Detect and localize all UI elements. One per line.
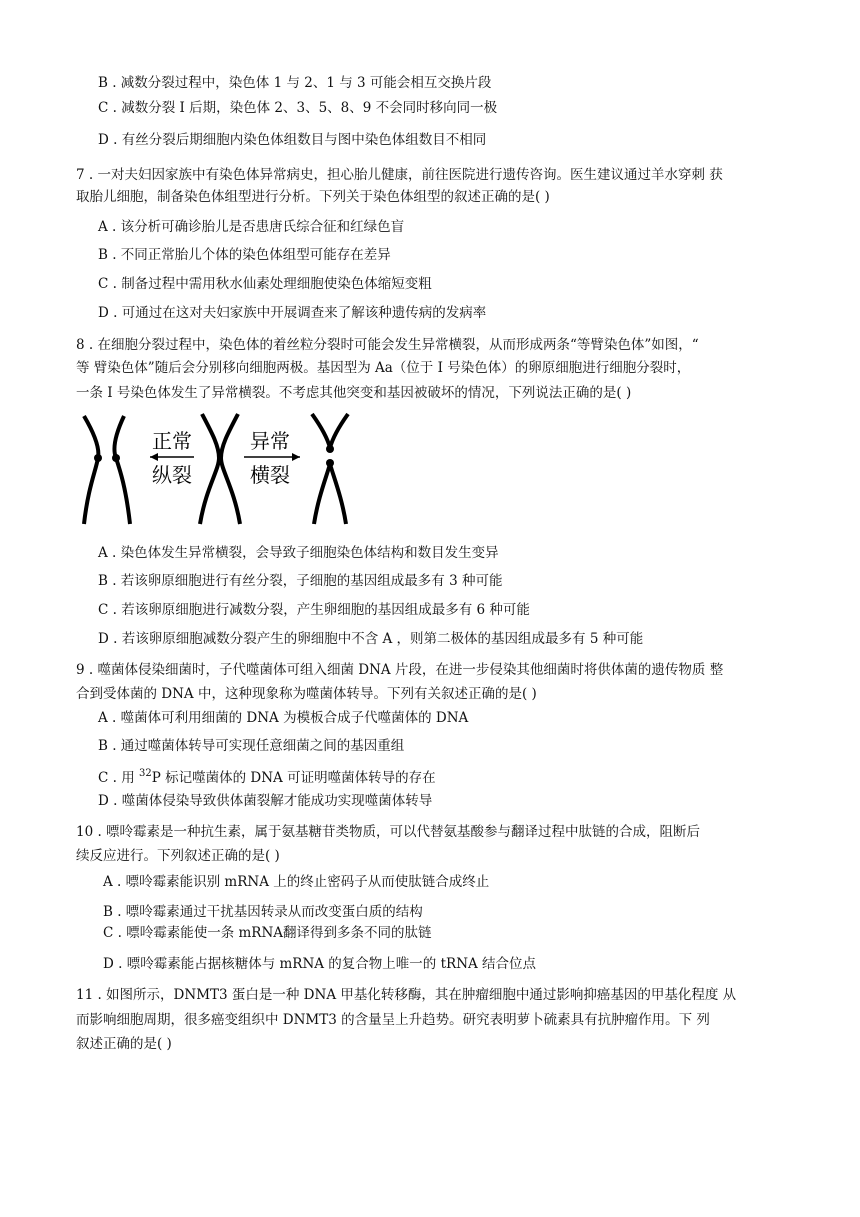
- q9-option-c-prefix: C . 用: [98, 770, 139, 786]
- q7-stem-line2: 取胎儿细胞，制备染色体组型进行分析。下列关于染色体组型的叙述正确的是( ): [76, 189, 550, 205]
- q7-option-c: C . 制备过程中需用秋水仙素处理细胞使染色体缩短变粗: [98, 276, 432, 292]
- chromatid-middle-2: [221, 414, 240, 524]
- q10-stem-line2: 续反应进行。下列叙述正确的是( ): [76, 848, 280, 864]
- arrow-right-icon: [292, 453, 300, 461]
- q6-option-c: C . 减数分裂 I 后期，染色体 2、3、5、8、9 不会同时移向同一极: [98, 100, 498, 116]
- q6-option-b: B . 减数分裂过程中，染色体 1 与 2、1 与 3 可能会相互交换片段: [98, 75, 492, 91]
- label-abnormal: 异常: [250, 429, 290, 453]
- q8-stem-line2: 等 臂染色体”随后会分别移向细胞两极。基因型为 Aa（位于 I 号染色体）的卵原细胞进行细胞分裂时，: [76, 360, 691, 376]
- q8-stem-line1: 8 . 在细胞分裂过程中，染色体的着丝粒分裂时可能会发生异常横裂，从而形成两条“等臂染色体”如图，“: [76, 337, 699, 353]
- q9-option-b: B . 通过噬菌体转导可实现任意细菌之间的基因重组: [98, 738, 405, 754]
- q11-stem-line2: 而影响细胞周期，很多癌变组织中 DNMT3 的含量呈上升趋势。研究表明萝卜硫素具有抗肿瘤作用。下 列: [76, 1012, 710, 1028]
- q8-option-a: A . 染色体发生异常横裂，会导致子细胞染色体结构和数目发生变异: [98, 545, 499, 561]
- q7-option-d: D . 可通过在这对夫妇家族中开展调查来了解该种遗传病的发病率: [98, 305, 487, 321]
- q9-option-c: [98, 765, 436, 787]
- chromatid-right-1: [312, 414, 330, 448]
- chromatid-left-2: [114, 416, 130, 524]
- q6-option-d: D . 有丝分裂后期细胞内染色体组数目与图中染色体组数目不相同: [98, 132, 487, 148]
- q10-option-d: D . 嘌呤霉素能占据核糖体与 mRNA 的复合物上唯一的 tRNA 结合位点: [103, 956, 537, 972]
- q10-option-b: B . 嘌呤霉素通过干扰基因转录从而改变蛋白质的结构: [103, 904, 423, 920]
- q11-stem-line3: 叙述正确的是( ): [76, 1036, 172, 1052]
- q9-stem-line1: 9 . 噬菌体侵染细菌时，子代噬菌体可组入细菌 DNA 片段，在进一步侵染其他细菌时将供体菌的遗传物质 整: [76, 662, 724, 678]
- q8-stem-line3: 一条 I 号染色体发生了异常横裂。不考虑其他突变和基因被破坏的情况，下列说法正确的是( ): [76, 385, 632, 401]
- q8-option-d: D . 若该卵原细胞减数分裂产生的卵细胞中不含 A ，则第二极体的基因组成最多有 5 种可能: [98, 631, 644, 647]
- label-longitudinal: 纵裂: [152, 463, 192, 487]
- chromatid-right-2: [330, 414, 348, 448]
- q10-stem-line1: 10 . 嘌呤霉素是一种抗生素，属于氨基糖苷类物质，可以代替氨基酸参与翻译过程中肽链的合成，阻断后: [76, 824, 701, 840]
- q8-option-b: B . 若该卵原细胞进行有丝分裂，子细胞的基因组成最多有 3 种可能: [98, 573, 503, 589]
- q9-option-a: A . 噬菌体可利用细菌的 DNA 为模板合成子代噬菌体的 DNA: [98, 710, 469, 726]
- chromatid-left-1: [84, 416, 98, 524]
- q10-option-a: A . 嘌呤霉素能识别 mRNA 上的终止密码子从而使肽链合成终止: [103, 874, 490, 890]
- q11-stem-line1: 11 . 如图所示，DNMT3 蛋白是一种 DNA 甲基化转移酶，其在肿瘤细胞中通过影响抑癌基因的甲基化程度 从: [76, 987, 737, 1003]
- q8-option-c: C . 若该卵原细胞进行减数分裂，产生卵细胞的基因组成最多有 6 种可能: [98, 602, 530, 618]
- q7-option-a: A . 该分析可确诊胎儿是否患唐氏综合征和红绿色盲: [98, 219, 405, 235]
- q7-option-b: B . 不同正常胎儿个体的染色体组型可能存在差异: [98, 247, 391, 263]
- q9-option-d: D . 噬菌体侵染导致供体菌裂解才能成功实现噬菌体转导: [98, 793, 433, 809]
- arrow-left-icon: [150, 453, 158, 461]
- chromatid-right-3: [314, 464, 330, 524]
- chromatid-right-4: [330, 464, 346, 524]
- q9-option-c-suffix: P 标记噬菌体的 DNA 可证明噬菌体转导的存在: [151, 770, 436, 786]
- q9-stem-line2: 合到受体菌的 DNA 中，这种现象称为噬菌体转导。下列有关叙述正确的是( ): [76, 686, 537, 702]
- q10-option-c: C . 嘌呤霉素能使一条 mRNA翻译得到多条不同的肽链: [103, 925, 432, 941]
- chromatid-middle-1: [200, 414, 219, 524]
- label-transverse: 横裂: [250, 463, 290, 487]
- chromosome-division-figure: [74, 408, 364, 530]
- q7-stem-line1: 7 . 一对夫妇因家族中有染色体异常病史，担心胎儿健康，前往医院进行遗传咨询。医生建议通过羊水穿刺 获: [76, 167, 723, 183]
- label-normal: 正常: [152, 429, 192, 453]
- isotope-superscript: 32: [139, 768, 152, 779]
